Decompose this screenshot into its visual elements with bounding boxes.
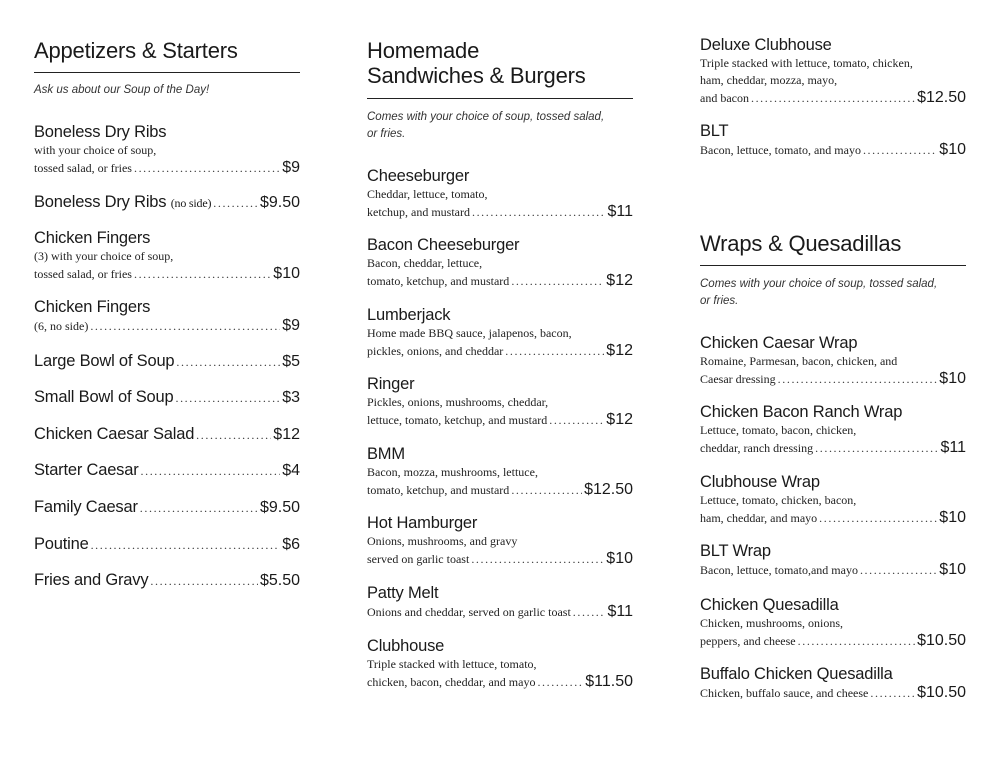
wraps-divider <box>700 265 966 266</box>
menu-item: Chicken Quesadilla Chicken, mushrooms, onions, peppers, and cheese ..... $10.50 <box>700 595 966 650</box>
item-price: $12.50 <box>917 89 966 106</box>
menu-item: Poutine ..... $6 <box>34 534 300 554</box>
leader-dots <box>91 538 281 553</box>
menu-item: Deluxe Clubhouse Triple stacked with lettuce, tomato, chicken, ham, cheddar, mozza, mayo, and bacon ..... $12.50 <box>700 35 966 107</box>
item-price: $10 <box>939 370 966 387</box>
menu-item: Buffalo Chicken Quesadilla Chicken, buffalo sauce, and cheese ..... $10.50 <box>700 664 966 702</box>
leader-dots <box>870 686 915 701</box>
appetizers-note: Ask us about our Soup of the Day! <box>34 84 210 96</box>
leader-dots <box>511 483 582 498</box>
item-price: $10 <box>939 509 966 526</box>
menu-item: Boneless Dry Ribs (no side) ..... $9.50 <box>34 192 300 213</box>
item-price: $10 <box>939 141 966 158</box>
leader-dots <box>751 91 915 106</box>
menu-item: Starter Caesar ..... $4 <box>34 460 300 480</box>
leader-dots <box>176 355 280 370</box>
menu-item: Cheeseburger Cheddar, lettuce, tomato, ketchup, and mustard ..... $11 <box>367 166 633 221</box>
item-price: $11 <box>607 603 633 620</box>
leader-dots <box>815 441 938 456</box>
menu-item: Fries and Gravy ..... $5.50 <box>34 570 300 590</box>
item-price: $9.50 <box>259 499 300 516</box>
item-price: $9 <box>282 317 300 334</box>
leader-dots <box>134 267 271 282</box>
leader-dots <box>505 344 604 359</box>
leader-dots <box>134 161 280 176</box>
menu-item: Chicken Fingers (6, no side) ..... $9 <box>34 297 300 335</box>
menu-item: BLT Wrap Bacon, lettuce, tomato,and mayo ..... $10 <box>700 541 966 579</box>
leader-dots <box>472 205 606 220</box>
menu-item: Large Bowl of Soup ..... $5 <box>34 351 300 371</box>
sandwiches-note: Comes with your choice of soup, tossed salad, or fries. <box>367 111 605 140</box>
item-price: $9 <box>282 159 300 176</box>
leader-dots <box>798 634 915 649</box>
item-price: $10.50 <box>917 632 966 649</box>
leader-dots <box>141 464 281 479</box>
item-price: $12 <box>606 342 633 359</box>
item-price: $9.50 <box>259 194 300 211</box>
item-price: $4 <box>282 462 300 479</box>
wraps-title: Wraps & Quesadillas <box>700 231 902 256</box>
leader-dots <box>511 274 604 289</box>
wraps-note: Comes with your choice of soup, tossed salad, or fries. <box>700 278 938 307</box>
menu-item: Lumberjack Home made BBQ sauce, jalapenos, bacon, pickles, onions, and cheddar ..... $12 <box>367 305 633 360</box>
leader-dots <box>778 372 938 387</box>
item-price: $12 <box>606 272 633 289</box>
leader-dots <box>471 552 604 567</box>
item-price: $12 <box>606 411 633 428</box>
leader-dots <box>863 143 937 158</box>
item-price: $10 <box>273 265 300 282</box>
item-price: $10.50 <box>917 684 966 701</box>
item-price: $12 <box>273 426 300 443</box>
menu-item: Chicken Bacon Ranch Wrap Lettuce, tomato, bacon, chicken, cheddar, ranch dressing ..... $11 <box>700 402 966 457</box>
menu-item: Boneless Dry Ribs with your choice of soup, tossed salad, or fries ..... $9 <box>34 122 300 177</box>
item-price: $10 <box>606 550 633 567</box>
menu-item: Clubhouse Triple stacked with lettuce, tomato, chicken, bacon, cheddar, and mayo ..... $11.50 <box>367 636 633 691</box>
menu-item: Chicken Caesar Salad ..... $12 <box>34 424 300 444</box>
item-price: $12.50 <box>584 481 633 498</box>
sandwiches-divider <box>367 98 633 99</box>
item-price: $11.50 <box>585 673 633 690</box>
leader-dots <box>175 391 280 406</box>
leader-dots <box>573 605 606 620</box>
appetizers-title: Appetizers & Starters <box>34 38 238 63</box>
leader-dots <box>549 413 604 428</box>
menu-item: BMM Bacon, mozza, mushrooms, lettuce, tomato, ketchup, and mustard ..... $12.50 <box>367 444 633 499</box>
leader-dots <box>150 574 258 589</box>
leader-dots <box>90 319 280 334</box>
item-price: $11 <box>607 203 633 220</box>
menu-item: BLT Bacon, lettuce, tomato, and mayo ..... $10 <box>700 121 966 159</box>
menu-item: Patty Melt Onions and cheddar, served on garlic toast ..... $11 <box>367 583 633 621</box>
leader-dots <box>537 675 583 690</box>
leader-dots <box>196 428 271 443</box>
menu-item: Bacon Cheeseburger Bacon, cheddar, lettuce, tomato, ketchup, and mustard ..... $12 <box>367 235 633 290</box>
menu-item: Family Caesar ..... $9.50 <box>34 497 300 517</box>
item-price: $3 <box>282 389 300 406</box>
leader-dots <box>213 196 258 211</box>
leader-dots <box>819 511 937 526</box>
item-price: $5 <box>282 353 300 370</box>
menu-item: Chicken Fingers (3) with your choice of soup, tossed salad, or fries ..... $10 <box>34 228 300 283</box>
appetizers-divider <box>34 72 300 73</box>
item-price: $6 <box>282 536 300 553</box>
menu-item: Small Bowl of Soup ..... $3 <box>34 387 300 407</box>
item-price: $5.50 <box>259 572 300 589</box>
menu-item: Hot Hamburger Onions, mushrooms, and gravy served on garlic toast ..... $10 <box>367 513 633 568</box>
menu-item: Clubhouse Wrap Lettuce, tomato, chicken, bacon, ham, cheddar, and mayo ..... $10 <box>700 472 966 527</box>
leader-dots <box>140 501 258 516</box>
menu-item: Ringer Pickles, onions, mushrooms, cheddar, lettuce, tomato, ketchup, and mustard ..... $12 <box>367 374 633 429</box>
item-price: $11 <box>940 439 966 456</box>
item-price: $10 <box>939 561 966 578</box>
sandwiches-title: Homemade Sandwiches & Burgers <box>367 38 586 88</box>
menu-item: Chicken Caesar Wrap Romaine, Parmesan, bacon, chicken, and Caesar dressing ..... $10 <box>700 333 966 388</box>
leader-dots <box>860 563 937 578</box>
